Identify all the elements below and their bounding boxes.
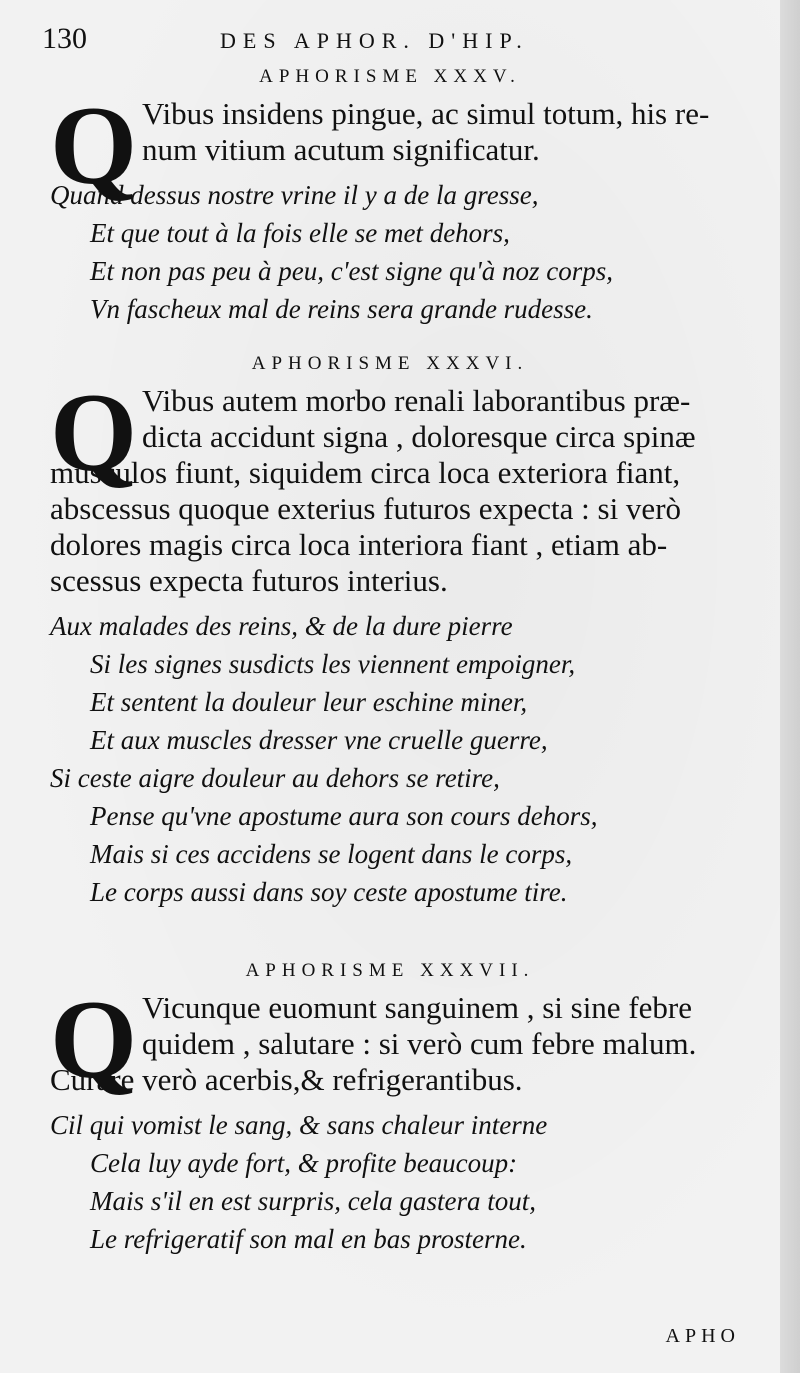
verse-line: Et non pas peu à peu, c'est signe qu'à noz corps, [90, 256, 613, 286]
latin-line: Vibus autem morbo renali laborantibus præ- [142, 383, 691, 418]
latin-line: musculos fiunt, siquidem circa loca exteriora fiant, [50, 455, 681, 490]
french-verse [50, 607, 790, 911]
latin-line: Vicunque euomunt sanguinem , si sine febre [142, 990, 692, 1025]
page-edge [780, 0, 800, 1373]
verse-line: Cil qui vomist le sang, & sans chaleur interne [50, 1110, 548, 1140]
drop-cap: Q [50, 84, 138, 208]
latin-line: num vitium acutum significatur. [142, 132, 540, 167]
verse-line: Le refrigeratif son mal en bas prosterne. [90, 1224, 527, 1254]
french-verse [50, 1106, 790, 1258]
aphorism-block [50, 978, 790, 1258]
latin-line: scessus expecta futuros interius. [50, 563, 448, 598]
verse-line: Mais s'il en est surpris, cela gastera tout, [90, 1186, 537, 1216]
verse-line: Quand dessus nostre vrine il y a de la gresse, [50, 180, 539, 210]
verse-line: Si les signes susdicts les viennent empoigner, [90, 649, 576, 679]
latin-line: dicta accidunt signa , doloresque circa spinæ [142, 419, 696, 454]
latin-text [50, 371, 790, 599]
catchword: APHO [665, 1325, 740, 1347]
verse-line: Vn fascheux mal de reins sera grande rudesse. [90, 294, 593, 324]
verse-line: Pense qu'vne apostume aura son cours dehors, [90, 801, 598, 831]
latin-line: Vibus insidens pingue, ac simul totum, his re- [142, 96, 710, 131]
aphorism-block [50, 84, 790, 328]
aphorism-title: APHORISME XXXV. [259, 66, 521, 87]
latin-text [50, 978, 790, 1102]
verse-line: Cela luy ayde fort, & profite beaucoup: [90, 1148, 518, 1178]
latin-line: abscessus quoque exterius futuros expecta : si verò [50, 491, 682, 526]
running-head: DES APHOR. D'HIP. [220, 28, 529, 53]
aphorism-title: APHORISME XXXVI. [251, 353, 529, 374]
drop-cap: Q [50, 978, 138, 1102]
latin-line: dolores magis circa loca interiora fiant , etiam ab- [50, 527, 668, 562]
verse-line: Si ceste aigre douleur au dehors se retire, [50, 763, 500, 793]
aphorism-block [50, 371, 790, 911]
verse-line: Et que tout à la fois elle se met dehors, [90, 218, 510, 248]
page-number: 130 [42, 22, 87, 55]
verse-line: Le corps aussi dans soy ceste apostume tire. [90, 877, 568, 907]
verse-line: Et sentent la douleur leur eschine miner, [90, 687, 528, 717]
latin-line: Curare verò acerbis,& refrigerantibus. [50, 1062, 523, 1097]
drop-cap: Q [50, 371, 138, 495]
verse-line: Aux malades des reins, & de la dure pierre [50, 611, 513, 641]
aphorism-title: APHORISME XXXVII. [245, 960, 535, 981]
latin-line: quidem , salutare : si verò cum febre malum. [142, 1026, 697, 1061]
page-header [40, 22, 780, 62]
verse-line: Et aux muscles dresser vne cruelle guerre, [90, 725, 548, 755]
verse-line: Mais si ces accidens se logent dans le corps, [90, 839, 573, 869]
latin-text [50, 96, 790, 168]
french-verse [50, 176, 790, 328]
